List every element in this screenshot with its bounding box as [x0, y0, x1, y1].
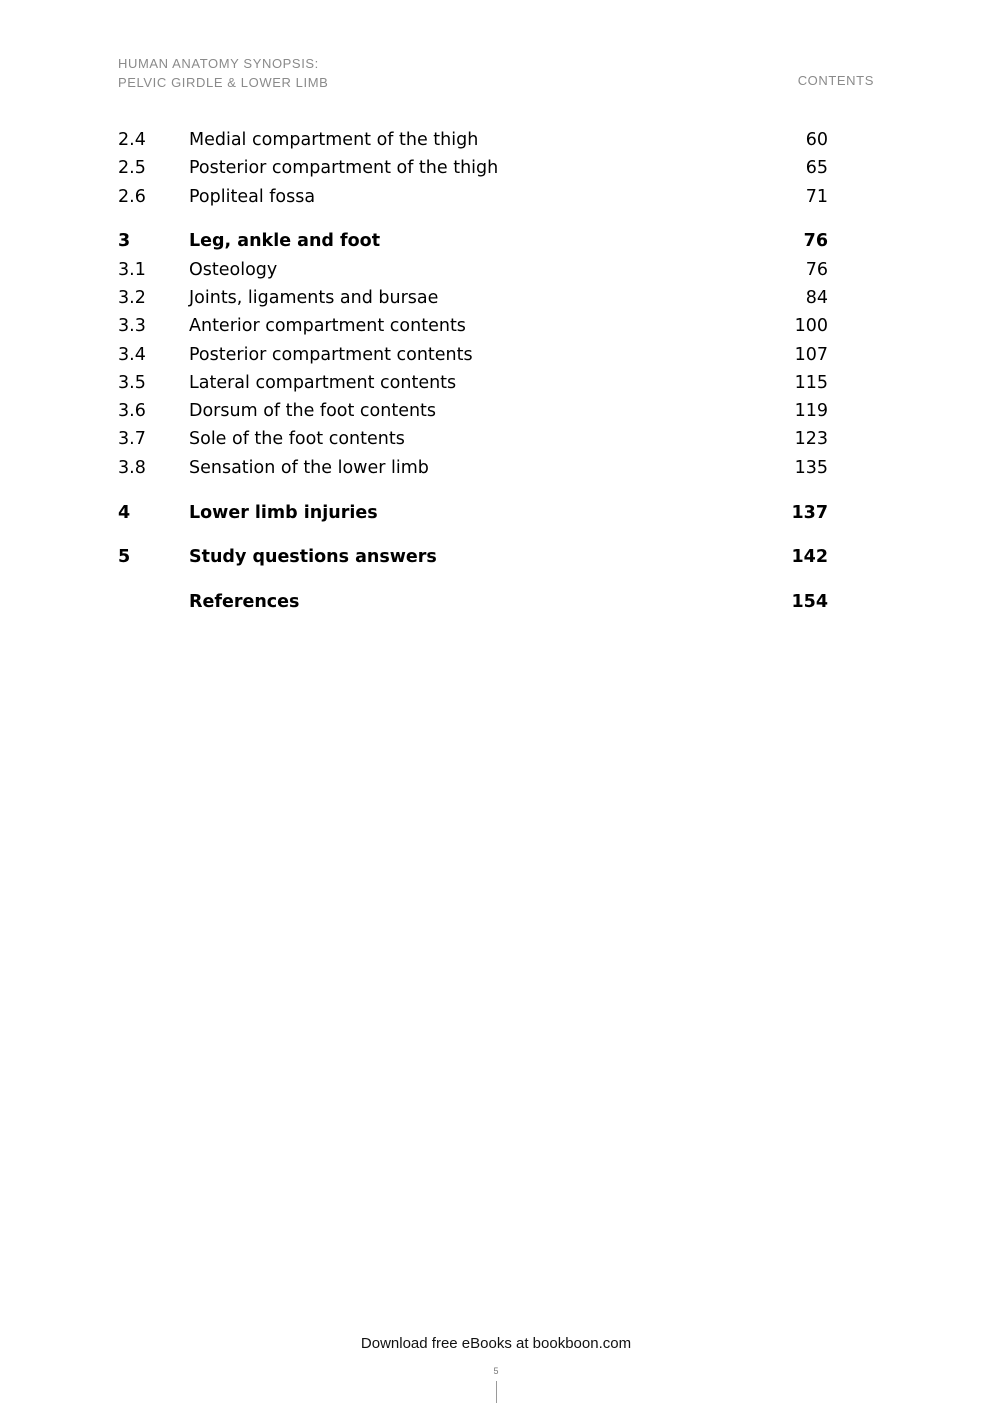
toc-entry-title: Medial compartment of the thigh: [189, 130, 479, 150]
toc-entry[interactable]: [118, 154, 828, 182]
toc-entry-title: Dorsum of the foot contents: [189, 401, 437, 422]
toc-entry-page: 60: [805, 130, 828, 150]
toc-entry-title: Osteology: [189, 259, 278, 280]
table-of-contents: [118, 126, 828, 616]
toc-entry-number: 3.2: [118, 287, 146, 308]
toc-entry-number: 3.3: [118, 316, 146, 337]
toc-entry[interactable]: [118, 397, 828, 425]
toc-entry-number: 3.1: [118, 259, 146, 280]
toc-entry[interactable]: [118, 256, 828, 284]
toc-entry-page: 65: [805, 158, 828, 179]
toc-entry-number: 2.4: [118, 130, 146, 150]
toc-chapter-entry[interactable]: [118, 499, 828, 527]
book-title: [118, 54, 328, 92]
toc-entry-title: Posterior compartment of the thigh: [189, 158, 499, 179]
toc-entry-title: Study questions answers: [189, 547, 437, 568]
toc-entry-page: 154: [791, 592, 828, 613]
toc-entry[interactable]: [118, 454, 828, 482]
toc-entry-page: 142: [791, 547, 828, 568]
toc-entry-number: 2.5: [118, 158, 146, 179]
toc-entry-number: 5: [118, 547, 131, 568]
toc-entry[interactable]: [118, 284, 828, 312]
toc-chapter-entry[interactable]: [118, 227, 828, 255]
toc-entry[interactable]: [118, 183, 828, 211]
toc-entry-title: Posterior compartment contents: [189, 344, 473, 365]
toc-entry-page: 135: [794, 457, 828, 478]
toc-entry-page: 137: [791, 502, 828, 523]
toc-entry-page: 115: [794, 372, 828, 393]
toc-entry-page: 71: [805, 186, 828, 207]
toc-entry-title: Lateral compartment contents: [189, 372, 457, 393]
toc-entry-page: 123: [794, 429, 828, 450]
toc-entry-page: 107: [794, 344, 828, 365]
toc-entry-number: 3.7: [118, 429, 146, 450]
toc-entry-number: 4: [118, 502, 131, 523]
toc-entry-page: 84: [805, 287, 828, 308]
toc-entry[interactable]: [118, 126, 828, 154]
toc-entry-page: 76: [805, 259, 828, 280]
toc-entry-title: Sensation of the lower limb: [189, 457, 429, 478]
toc-entry-number: 3.4: [118, 344, 146, 365]
toc-chapter-entry[interactable]: [118, 588, 828, 616]
toc-entry[interactable]: [118, 369, 828, 397]
toc-entry-page: 76: [803, 231, 828, 252]
toc-entry-title: Lower limb injuries: [189, 502, 378, 523]
toc-entry-number: 3.8: [118, 457, 146, 478]
download-link[interactable]: Download free eBooks at bookboon.com: [360, 1335, 632, 1352]
toc-entry-page: 119: [794, 401, 828, 422]
toc-entry-title: Sole of the foot contents: [189, 429, 405, 450]
book-title-line-2: PELVIC GIRDLE & LOWER LIMB: [118, 75, 329, 90]
toc-entry-title: References: [189, 592, 300, 613]
toc-entry-title: Joints, ligaments and bursae: [189, 287, 439, 308]
book-title-line-1: HUMAN ANATOMY SYNOPSIS:: [118, 56, 319, 71]
toc-entry-number: 2.6: [118, 186, 146, 207]
toc-entry-title: Anterior compartment contents: [189, 316, 466, 337]
section-name: CONTENTS: [797, 73, 874, 88]
toc-entry-page: 100: [794, 316, 828, 337]
toc-chapter-entry[interactable]: [118, 543, 828, 571]
page-number-rule: [496, 1381, 497, 1403]
toc-entry[interactable]: [118, 341, 828, 369]
toc-entry-number: 3.6: [118, 401, 146, 422]
toc-entry-title: Popliteal fossa: [189, 186, 316, 207]
toc-entry-number: 3.5: [118, 372, 146, 393]
toc-entry[interactable]: [118, 312, 828, 340]
toc-entry-number: 3: [118, 231, 131, 252]
toc-entry[interactable]: [118, 425, 828, 453]
page-number: 5: [493, 1366, 499, 1376]
toc-entry-title: Leg, ankle and foot: [189, 231, 381, 252]
